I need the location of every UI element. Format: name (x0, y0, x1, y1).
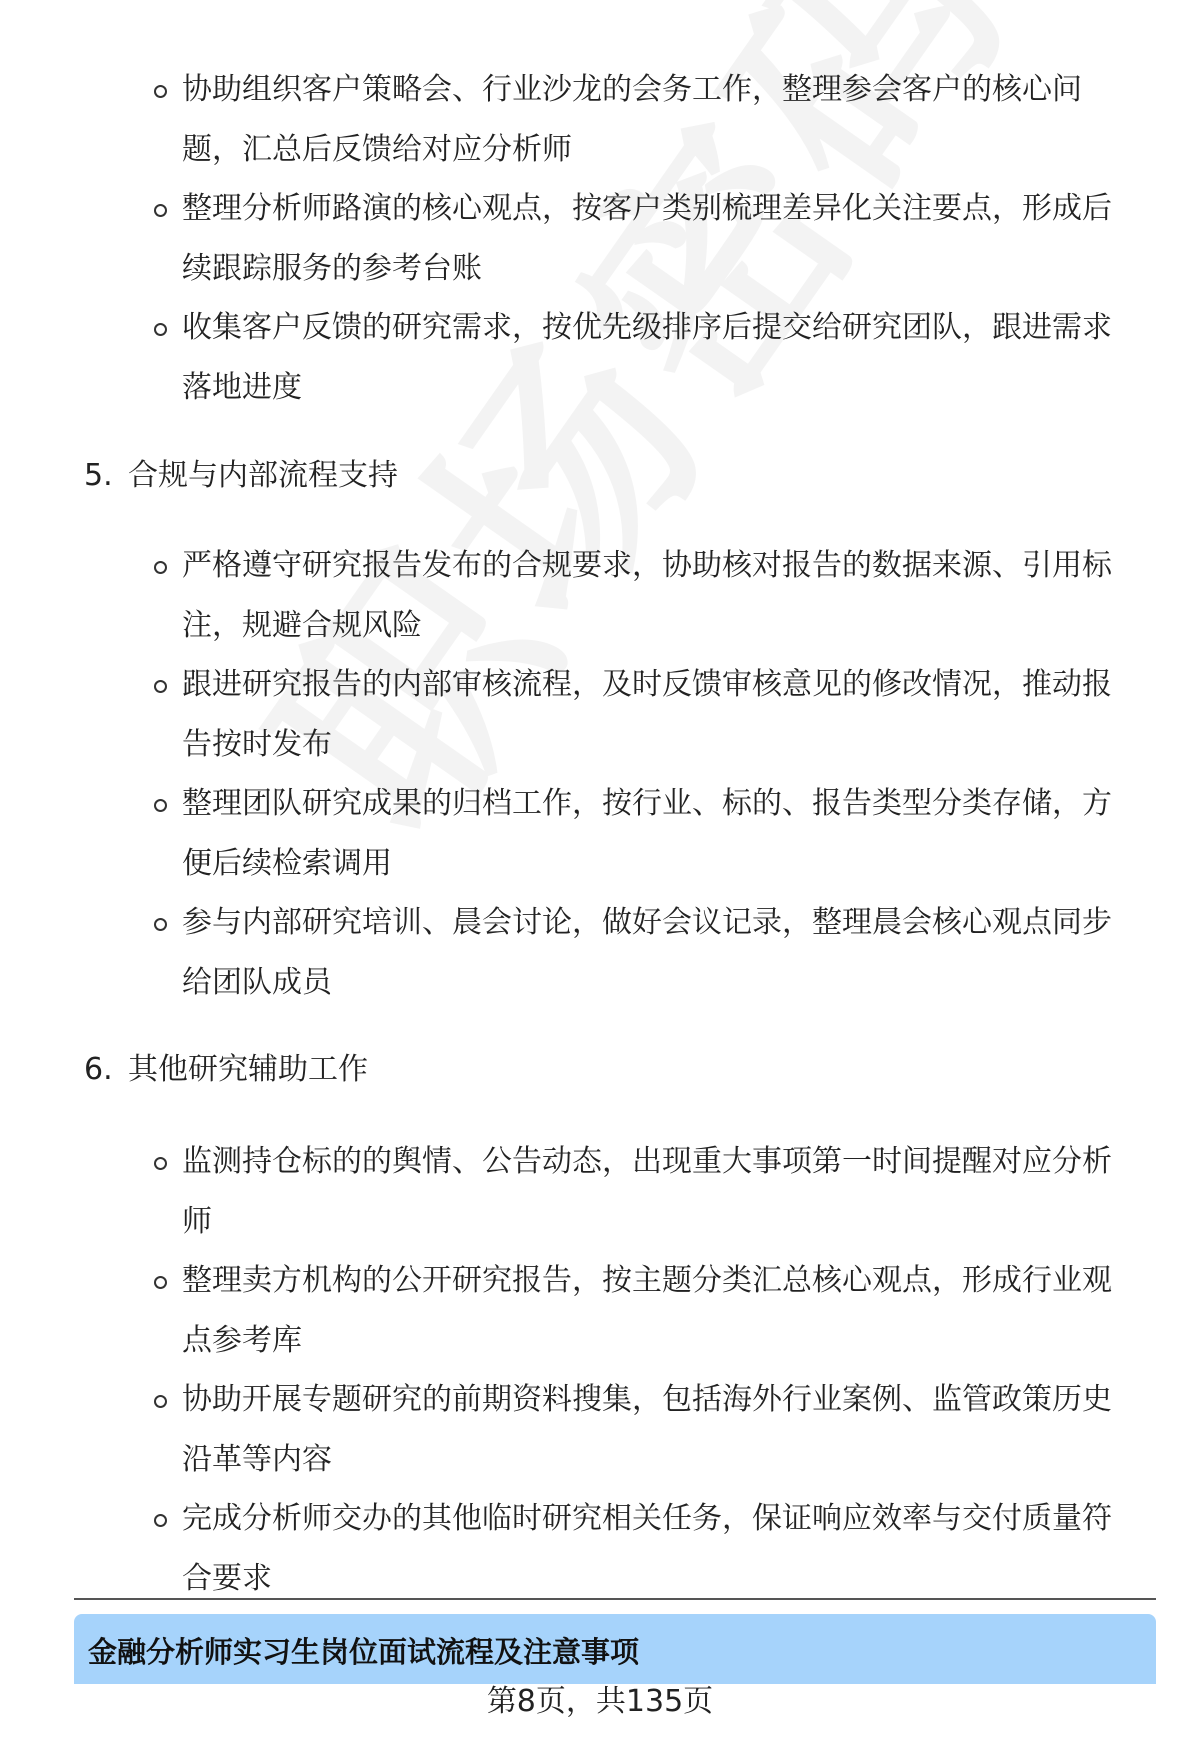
list-item: 整理分析师路演的核心观点，按客户类别梳理差异化关注要点，形成后续跟踪服务的参考台账 (150, 179, 1140, 298)
page-number: 第8页，共135页 (486, 1684, 714, 1719)
list-item: 严格遵守研究报告发布的合规要求，协助核对报告的数据来源、引用标注，规避合规风险 (150, 536, 1140, 655)
list-item: 监测持仓标的的舆情、公告动态，出现重大事项第一时间提醒对应分析师 (150, 1132, 1140, 1251)
list-item: 收集客户反馈的研究需求，按优先级排序后提交给研究团队，跟进需求落地进度 (150, 298, 1140, 417)
section-number: 6. (84, 1052, 113, 1087)
bullet-list-top (150, 60, 1140, 417)
section-title: 其他研究辅助工作 (128, 1052, 368, 1087)
list-item: 整理卖方机构的公开研究报告，按主题分类汇总核心观点，形成行业观点参考库 (150, 1251, 1140, 1370)
next-section-banner (74, 1614, 1156, 1684)
list-item: 完成分析师交办的其他临时研究相关任务，保证响应效率与交付质量符合要求 (150, 1489, 1140, 1608)
list-item: 跟进研究报告的内部审核流程，及时反馈审核意见的修改情况，推动报告按时发布 (150, 655, 1140, 774)
section-number: 5. (84, 458, 113, 493)
divider (74, 1598, 1156, 1600)
list-item: 整理团队研究成果的归档工作，按行业、标的、报告类型分类存储，方便后续检索调用 (150, 774, 1140, 893)
list-item: 参与内部研究培训、晨会讨论，做好会议记录，整理晨会核心观点同步给团队成员 (150, 893, 1140, 1012)
list-item: 协助组织客户策略会、行业沙龙的会务工作，整理参会客户的核心问题，汇总后反馈给对应分析师 (150, 60, 1140, 179)
bullet-list-section6 (150, 1132, 1140, 1608)
bullet-list-section5 (150, 536, 1140, 1012)
banner-title: 金融分析师实习生岗位面试流程及注意事项 (88, 1635, 640, 1669)
section-heading-6 (84, 1050, 368, 1090)
list-item: 协助开展专题研究的前期资料搜集，包括海外行业案例、监管政策历史沿革等内容 (150, 1370, 1140, 1489)
section-title: 合规与内部流程支持 (128, 458, 398, 493)
section-heading-5 (84, 456, 398, 496)
